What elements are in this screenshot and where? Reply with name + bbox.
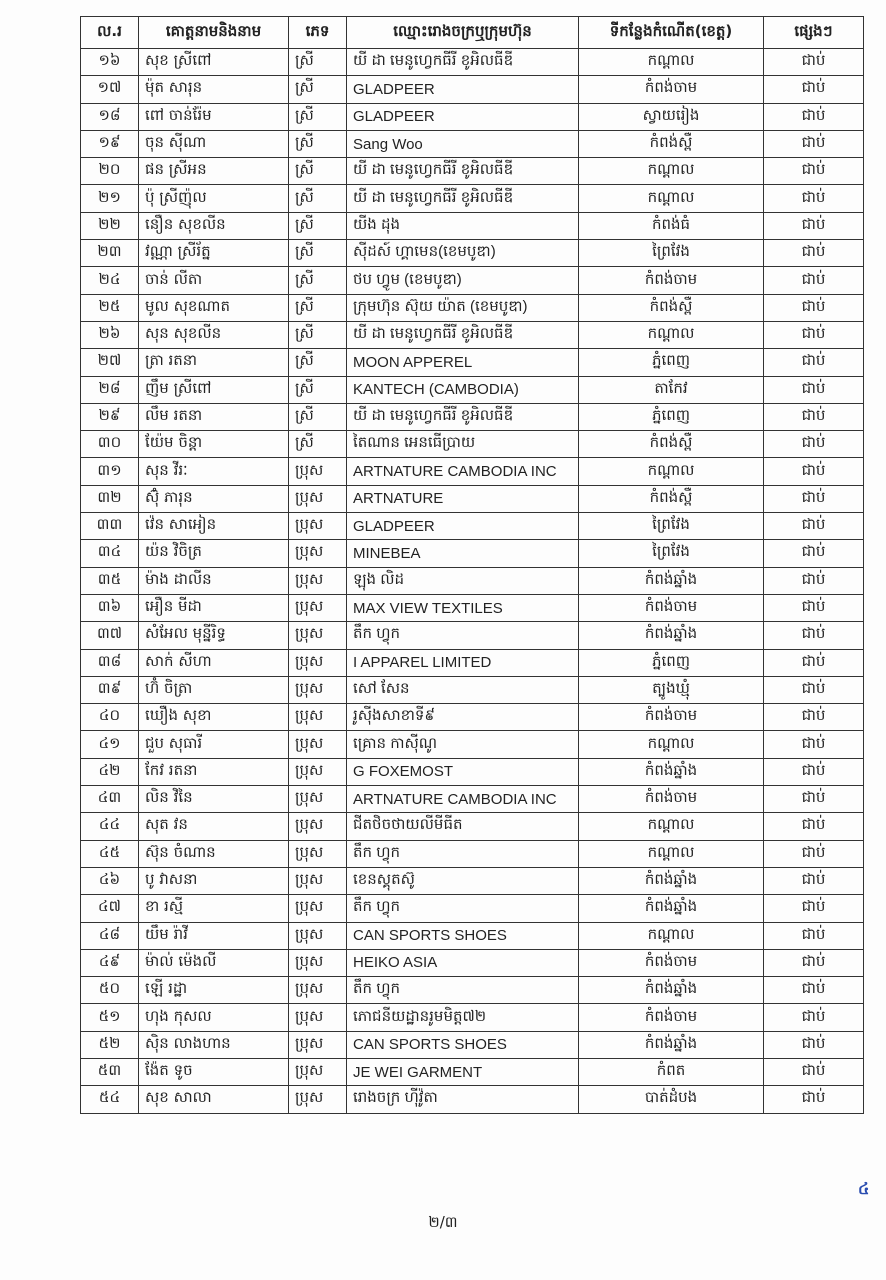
- cell-birthplace: កំពង់ចាម: [579, 76, 764, 103]
- table-row: [81, 922, 864, 949]
- cell-name: ជួប សុធារី: [139, 731, 289, 758]
- cell-number: ២០: [81, 158, 139, 185]
- cell-birthplace: កំពង់ចាម: [579, 1004, 764, 1031]
- cell-number: ៣៣: [81, 513, 139, 540]
- cell-company: KANTECH (CAMBODIA): [347, 376, 579, 403]
- cell-birthplace: ព្រៃវែង: [579, 540, 764, 567]
- cell-number: ៤០: [81, 704, 139, 731]
- cell-name: សំអែល មុន្នីរិទ្ធ: [139, 622, 289, 649]
- header-number: ល.រ: [81, 17, 139, 49]
- table-row: [81, 594, 864, 621]
- table-row: [81, 158, 864, 185]
- cell-name: សុន សុខលីន: [139, 321, 289, 348]
- table-row: [81, 676, 864, 703]
- cell-other: ជាប់: [764, 513, 864, 540]
- cell-birthplace: កំពង់ឆ្នាំង: [579, 567, 764, 594]
- cell-sex: ប្រុស: [289, 813, 347, 840]
- cell-number: ៤១: [81, 731, 139, 758]
- cell-name: មូល សុខណាត: [139, 294, 289, 321]
- cell-company: ស៊ីដស៍ ហ្គាមេន(ខេមបូឌា): [347, 240, 579, 267]
- cell-name: ញឹម ស្រីពៅ: [139, 376, 289, 403]
- cell-name: លឹម រតនា: [139, 403, 289, 430]
- cell-name: សុត វន: [139, 813, 289, 840]
- cell-company: GLADPEER: [347, 103, 579, 130]
- cell-birthplace: កណ្ដាល: [579, 813, 764, 840]
- cell-number: ៣៩: [81, 676, 139, 703]
- cell-company: តៃណាន អេនធើប្រាយ: [347, 431, 579, 458]
- table-row: [81, 867, 864, 894]
- cell-number: ៥២: [81, 1031, 139, 1058]
- cell-birthplace: ព្រៃវែង: [579, 240, 764, 267]
- cell-name: ផន ស្រីអន: [139, 158, 289, 185]
- cell-birthplace: កំពង់ស្ពឺ: [579, 485, 764, 512]
- cell-name: ចុន ស៊ីណា: [139, 130, 289, 157]
- cell-sex: ប្រុស: [289, 895, 347, 922]
- cell-sex: ស្រី: [289, 321, 347, 348]
- cell-birthplace: កំពង់ឆ្នាំង: [579, 895, 764, 922]
- cell-other: ជាប់: [764, 103, 864, 130]
- cell-company: តឹក ហ្វុក: [347, 840, 579, 867]
- table-row: [81, 185, 864, 212]
- table-row: [81, 513, 864, 540]
- cell-other: ជាប់: [764, 1086, 864, 1113]
- header-birthplace: ទីកន្លែងកំណើត(ខេត្ត): [579, 17, 764, 49]
- cell-name: ត្រា រតនា: [139, 349, 289, 376]
- cell-other: ជាប់: [764, 704, 864, 731]
- cell-other: ជាប់: [764, 431, 864, 458]
- table-row: [81, 1031, 864, 1058]
- cell-name: សុន វីរៈ: [139, 458, 289, 485]
- cell-birthplace: កំពង់ឆ្នាំង: [579, 758, 764, 785]
- cell-birthplace: កំពង់ស្ពឺ: [579, 294, 764, 321]
- cell-number: ៣៦: [81, 594, 139, 621]
- cell-sex: ប្រុស: [289, 840, 347, 867]
- cell-birthplace: កំពត: [579, 1058, 764, 1085]
- cell-sex: ប្រុស: [289, 949, 347, 976]
- cell-other: ជាប់: [764, 758, 864, 785]
- cell-sex: ប្រុស: [289, 758, 347, 785]
- cell-sex: ប្រុស: [289, 567, 347, 594]
- table-row: [81, 977, 864, 1004]
- cell-number: ២៧: [81, 349, 139, 376]
- cell-sex: ស្រី: [289, 76, 347, 103]
- cell-name: ស៊ុំ ភារុន: [139, 485, 289, 512]
- table-header: [81, 17, 864, 49]
- table-row: [81, 786, 864, 813]
- cell-birthplace: កំពង់ស្ពឺ: [579, 431, 764, 458]
- cell-birthplace: កណ្ដាល: [579, 49, 764, 76]
- cell-number: ៣២: [81, 485, 139, 512]
- cell-name: ខា រស្មី: [139, 895, 289, 922]
- cell-sex: ប្រុស: [289, 786, 347, 813]
- cell-company: តឹក ហ្វុក: [347, 977, 579, 1004]
- cell-sex: ប្រុស: [289, 676, 347, 703]
- cell-number: ២២: [81, 212, 139, 239]
- cell-number: ២៦: [81, 321, 139, 348]
- cell-other: ជាប់: [764, 458, 864, 485]
- cell-sex: ប្រុស: [289, 1004, 347, 1031]
- cell-name: ហ៊ំ ចិត្រា: [139, 676, 289, 703]
- cell-number: ២៤: [81, 267, 139, 294]
- cell-name: ឃឿង សុខា: [139, 704, 289, 731]
- cell-company: GLADPEER: [347, 513, 579, 540]
- table-row: [81, 758, 864, 785]
- cell-birthplace: កំពង់ឆ្នាំង: [579, 977, 764, 1004]
- cell-number: ២៥: [81, 294, 139, 321]
- cell-birthplace: កំពង់ចាម: [579, 786, 764, 813]
- cell-sex: ប្រុស: [289, 513, 347, 540]
- cell-number: ៤២: [81, 758, 139, 785]
- cell-number: ២៩: [81, 403, 139, 430]
- cell-other: ជាប់: [764, 485, 864, 512]
- cell-other: ជាប់: [764, 130, 864, 157]
- cell-other: ជាប់: [764, 867, 864, 894]
- cell-company: ជីតថិចថាយលីមីធីត: [347, 813, 579, 840]
- cell-company: CAN SPORTS SHOES: [347, 1031, 579, 1058]
- cell-number: ៣៤: [81, 540, 139, 567]
- table-row: [81, 267, 864, 294]
- cell-other: ជាប់: [764, 1058, 864, 1085]
- table-row: [81, 403, 864, 430]
- cell-other: ជាប់: [764, 403, 864, 430]
- cell-company: គ្រោន កាស៊ីណូ: [347, 731, 579, 758]
- cell-sex: ប្រុស: [289, 867, 347, 894]
- table-row: [81, 212, 864, 239]
- cell-number: ៤៧: [81, 895, 139, 922]
- cell-number: ៥១: [81, 1004, 139, 1031]
- cell-sex: ស្រី: [289, 49, 347, 76]
- cell-company: MAX VIEW TEXTILES: [347, 594, 579, 621]
- cell-other: ជាប់: [764, 1004, 864, 1031]
- cell-birthplace: កំពង់ឆ្នាំង: [579, 867, 764, 894]
- table-row: [81, 567, 864, 594]
- cell-sex: ប្រុស: [289, 704, 347, 731]
- cell-company: យី ដា មេនូហ្វេកធីរី ខូអិលធីឌី: [347, 403, 579, 430]
- cell-sex: ស្រី: [289, 240, 347, 267]
- cell-sex: ប្រុស: [289, 622, 347, 649]
- cell-other: ជាប់: [764, 349, 864, 376]
- cell-number: ២៣: [81, 240, 139, 267]
- cell-company: តឹក ហ្វុក: [347, 622, 579, 649]
- table-row: [81, 130, 864, 157]
- cell-name: យ៉ែម ចិន្តា: [139, 431, 289, 458]
- cell-birthplace: កណ្ដាល: [579, 922, 764, 949]
- cell-number: ៤៨: [81, 922, 139, 949]
- cell-number: ៤៦: [81, 867, 139, 894]
- cell-birthplace: កំពង់ឆ្នាំង: [579, 622, 764, 649]
- cell-company: យី ដា មេនូហ្វេកធីរី ខូអិលធីឌី: [347, 158, 579, 185]
- cell-company: HEIKO ASIA: [347, 949, 579, 976]
- cell-number: ១៧: [81, 76, 139, 103]
- table-row: [81, 103, 864, 130]
- table-row: [81, 1086, 864, 1113]
- cell-name: សាក់ សីហា: [139, 649, 289, 676]
- cell-sex: ប្រុស: [289, 977, 347, 1004]
- cell-other: ជាប់: [764, 649, 864, 676]
- cell-name: យ៉ន វិចិត្រ: [139, 540, 289, 567]
- cell-name: យឹម រ៉ាវី: [139, 922, 289, 949]
- cell-name: កែវ រតនា: [139, 758, 289, 785]
- cell-other: ជាប់: [764, 267, 864, 294]
- cell-sex: ស្រី: [289, 376, 347, 403]
- cell-name: ស៊ិន លាងហាន: [139, 1031, 289, 1058]
- cell-birthplace: តាកែវ: [579, 376, 764, 403]
- cell-birthplace: កណ្ដាល: [579, 158, 764, 185]
- cell-company: MOON APPEREL: [347, 349, 579, 376]
- cell-other: ជាប់: [764, 567, 864, 594]
- cell-company: G FOXEMOST: [347, 758, 579, 785]
- cell-company: JE WEI GARMENT: [347, 1058, 579, 1085]
- cell-birthplace: ភ្នំពេញ: [579, 403, 764, 430]
- handwritten-margin-mark: ៤: [858, 1179, 870, 1198]
- table-row: [81, 76, 864, 103]
- cell-number: ៤៩: [81, 949, 139, 976]
- cell-name: ចាន់ លីតា: [139, 267, 289, 294]
- header-sex: ភេទ: [289, 17, 347, 49]
- cell-company: CAN SPORTS SHOES: [347, 922, 579, 949]
- cell-other: ជាប់: [764, 76, 864, 103]
- cell-number: ១៦: [81, 49, 139, 76]
- cell-other: ជាប់: [764, 376, 864, 403]
- cell-birthplace: កំពង់ធំ: [579, 212, 764, 239]
- table-row: [81, 49, 864, 76]
- cell-company: ភោជនីយដ្ឋានរូមមិត្ត៧២: [347, 1004, 579, 1031]
- page-number: ២/៣: [428, 1213, 458, 1231]
- cell-company: ថប ហ្វូម (ខេមបូឌា): [347, 267, 579, 294]
- table-row: [81, 622, 864, 649]
- cell-birthplace: កំពង់ចាម: [579, 704, 764, 731]
- cell-other: ជាប់: [764, 949, 864, 976]
- cell-birthplace: កណ្ដាល: [579, 185, 764, 212]
- cell-name: ម៉ាល់ ម៉េងលី: [139, 949, 289, 976]
- cell-number: ៣៧: [81, 622, 139, 649]
- cell-name: នឿន សុខលីន: [139, 212, 289, 239]
- table-row: [81, 458, 864, 485]
- cell-other: ជាប់: [764, 922, 864, 949]
- roster-table: [80, 16, 864, 1114]
- cell-company: ARTNATURE CAMBODIA INC: [347, 458, 579, 485]
- cell-other: ជាប់: [764, 1031, 864, 1058]
- cell-name: ង៉ែត ទូច: [139, 1058, 289, 1085]
- cell-company: រោងចក្រ ហ៊ីវ៉ូតា: [347, 1086, 579, 1113]
- cell-birthplace: ត្បូងឃ្មុំ: [579, 676, 764, 703]
- cell-sex: ប្រុស: [289, 1086, 347, 1113]
- cell-company: សៅ សែន: [347, 676, 579, 703]
- cell-company: តឹក ហ្វុក: [347, 895, 579, 922]
- table-row: [81, 840, 864, 867]
- cell-other: ជាប់: [764, 294, 864, 321]
- cell-birthplace: កណ្ដាល: [579, 840, 764, 867]
- table-row: [81, 895, 864, 922]
- cell-number: ១៨: [81, 103, 139, 130]
- cell-number: ២១: [81, 185, 139, 212]
- cell-other: ជាប់: [764, 786, 864, 813]
- table-row: [81, 431, 864, 458]
- cell-other: ជាប់: [764, 321, 864, 348]
- cell-number: ៣៨: [81, 649, 139, 676]
- cell-number: ៣៥: [81, 567, 139, 594]
- cell-number: ៥០: [81, 977, 139, 1004]
- cell-other: ជាប់: [764, 813, 864, 840]
- cell-sex: ប្រុស: [289, 485, 347, 512]
- cell-number: ៥៣: [81, 1058, 139, 1085]
- cell-sex: ស្រី: [289, 267, 347, 294]
- cell-birthplace: កណ្ដាល: [579, 458, 764, 485]
- table-row: [81, 321, 864, 348]
- table-row: [81, 294, 864, 321]
- cell-number: ៤៥: [81, 840, 139, 867]
- cell-company: ខេនស្គុតស៊ូ: [347, 867, 579, 894]
- cell-sex: ប្រុស: [289, 540, 347, 567]
- table-row: [81, 813, 864, 840]
- table-body: [81, 49, 864, 1114]
- cell-other: ជាប់: [764, 212, 864, 239]
- cell-name: ពៅ ចាន់រ៉ែម: [139, 103, 289, 130]
- header-row: [81, 17, 864, 49]
- cell-number: ៥៤: [81, 1086, 139, 1113]
- cell-birthplace: ស្វាយរៀង: [579, 103, 764, 130]
- header-company: ឈ្មោះរោងចក្រឬក្រុមហ៊ុន: [347, 17, 579, 49]
- cell-other: ជាប់: [764, 731, 864, 758]
- cell-sex: ស្រី: [289, 103, 347, 130]
- header-other: ផ្សេងៗ: [764, 17, 864, 49]
- table-row: [81, 485, 864, 512]
- cell-name: ម៉ាង ដាលីន: [139, 567, 289, 594]
- cell-company: រូស៊ីងសាខាទី៩: [347, 704, 579, 731]
- cell-sex: ស្រី: [289, 294, 347, 321]
- cell-sex: ប្រុស: [289, 1031, 347, 1058]
- cell-sex: ស្រី: [289, 185, 347, 212]
- cell-company: យីង ដុង: [347, 212, 579, 239]
- cell-sex: ប្រុស: [289, 649, 347, 676]
- cell-sex: ស្រី: [289, 403, 347, 430]
- cell-name: បូ វាសនា: [139, 867, 289, 894]
- cell-sex: ប្រុស: [289, 731, 347, 758]
- cell-company: ARTNATURE: [347, 485, 579, 512]
- cell-other: ជាប់: [764, 676, 864, 703]
- cell-other: ជាប់: [764, 594, 864, 621]
- table-row: [81, 649, 864, 676]
- cell-name: ស៊ុន ចំណាន: [139, 840, 289, 867]
- cell-other: ជាប់: [764, 622, 864, 649]
- cell-birthplace: បាត់ដំបង: [579, 1086, 764, 1113]
- cell-sex: ប្រុស: [289, 1058, 347, 1085]
- table-row: [81, 349, 864, 376]
- table-row: [81, 704, 864, 731]
- cell-birthplace: ភ្នំពេញ: [579, 349, 764, 376]
- cell-company: ARTNATURE CAMBODIA INC: [347, 786, 579, 813]
- cell-company: GLADPEER: [347, 76, 579, 103]
- cell-company: យី ដា មេនូហ្វេកធីរី ខូអិលធីឌី: [347, 49, 579, 76]
- cell-number: ១៩: [81, 130, 139, 157]
- cell-other: ជាប់: [764, 240, 864, 267]
- cell-number: ៤៤: [81, 813, 139, 840]
- cell-sex: ស្រី: [289, 349, 347, 376]
- cell-sex: ប្រុស: [289, 458, 347, 485]
- cell-company: I APPAREL LIMITED: [347, 649, 579, 676]
- cell-other: ជាប់: [764, 158, 864, 185]
- cell-birthplace: កណ្ដាល: [579, 321, 764, 348]
- cell-company: ក្រុមហ៊ុន ស៊ុយ យ៉ាត (ខេមបូឌា): [347, 294, 579, 321]
- cell-sex: ស្រី: [289, 158, 347, 185]
- cell-name: អឿន មីដា: [139, 594, 289, 621]
- cell-sex: ស្រី: [289, 212, 347, 239]
- cell-birthplace: ភ្នំពេញ: [579, 649, 764, 676]
- cell-company: MINEBEA: [347, 540, 579, 567]
- cell-sex: ស្រី: [289, 130, 347, 157]
- cell-name: វណ្ណា ស្រីរ័ត្ន: [139, 240, 289, 267]
- cell-name: ហុង កុសល: [139, 1004, 289, 1031]
- cell-birthplace: កំពង់ចាម: [579, 949, 764, 976]
- cell-name: វ៉េន សាអៀន: [139, 513, 289, 540]
- cell-number: ៣១: [81, 458, 139, 485]
- cell-other: ជាប់: [764, 977, 864, 1004]
- cell-other: ជាប់: [764, 840, 864, 867]
- cell-name: សុខ ស្រីពៅ: [139, 49, 289, 76]
- table-row: [81, 240, 864, 267]
- cell-other: ជាប់: [764, 540, 864, 567]
- cell-birthplace: កំពង់ចាម: [579, 267, 764, 294]
- cell-sex: ស្រី: [289, 431, 347, 458]
- cell-other: ជាប់: [764, 895, 864, 922]
- cell-birthplace: ព្រៃវែង: [579, 513, 764, 540]
- cell-name: ម៉ុត សារុន: [139, 76, 289, 103]
- cell-birthplace: កំពង់ចាម: [579, 594, 764, 621]
- cell-sex: ប្រុស: [289, 922, 347, 949]
- cell-other: ជាប់: [764, 185, 864, 212]
- cell-name: លិន វិនៃ: [139, 786, 289, 813]
- cell-company: យី ដា មេនូហ្វេកធីរី ខូអិលធីឌី: [347, 321, 579, 348]
- table-row: [81, 949, 864, 976]
- table-row: [81, 376, 864, 403]
- cell-birthplace: កណ្ដាល: [579, 731, 764, 758]
- cell-number: ២៨: [81, 376, 139, 403]
- cell-number: ៣០: [81, 431, 139, 458]
- cell-sex: ប្រុស: [289, 594, 347, 621]
- table-row: [81, 540, 864, 567]
- cell-birthplace: កំពង់ឆ្នាំង: [579, 1031, 764, 1058]
- cell-name: ឡើ រដ្ឋា: [139, 977, 289, 1004]
- cell-name: សុខ សាលា: [139, 1086, 289, 1113]
- table-row: [81, 1058, 864, 1085]
- cell-name: ប៉ុ ស្រីញ៉ុល: [139, 185, 289, 212]
- table-row: [81, 1004, 864, 1031]
- cell-number: ៤៣: [81, 786, 139, 813]
- cell-company: Sang Woo: [347, 130, 579, 157]
- cell-company: ឡុង លិដ: [347, 567, 579, 594]
- table-row: [81, 731, 864, 758]
- header-name: គោត្តនាមនិងនាម: [139, 17, 289, 49]
- cell-company: យី ដា មេនូហ្វេកធីរី ខូអិលធីឌី: [347, 185, 579, 212]
- cell-birthplace: កំពង់ស្ពឺ: [579, 130, 764, 157]
- cell-other: ជាប់: [764, 49, 864, 76]
